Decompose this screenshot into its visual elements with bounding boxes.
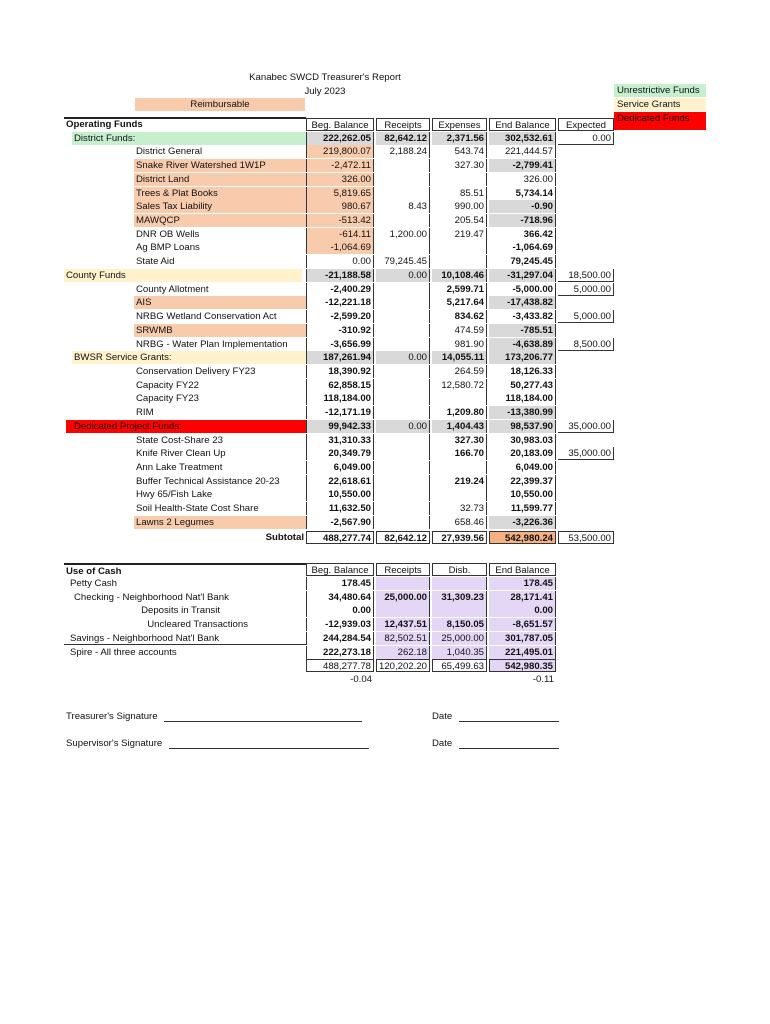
cash-row-receipts: 262.18 [376, 646, 430, 659]
fund-row-beg: 18,390.92 [306, 365, 374, 378]
fund-row-receipts [376, 461, 430, 474]
fund-row-end: 98,537.90 [489, 420, 556, 433]
cash-row-beg: 0.00 [306, 604, 374, 617]
fund-row-expenses: 219.24 [432, 475, 487, 488]
fund-row-expected: 35,000.00 [558, 420, 614, 433]
fund-row-label: State Aid [136, 256, 175, 268]
fund-row-expected: 35,000.00 [558, 447, 614, 460]
treasurer-date-line [459, 710, 559, 722]
fund-row-expected [558, 118, 614, 131]
report-title: Kanabec SWCD Treasurer's Report [249, 72, 401, 83]
fund-row-expected [558, 324, 614, 337]
fund-row-receipts [376, 214, 430, 227]
fund-row-receipts: 82,642.12 [376, 132, 430, 145]
fund-row-expenses: 327.30 [432, 159, 487, 172]
fund-row-receipts [376, 502, 430, 515]
fund-row-beg: 22,618.61 [306, 475, 374, 488]
fund-row-label: District Funds: [72, 132, 310, 145]
fund-row-expenses: 658.46 [432, 516, 487, 529]
cash-row-disbursements: 31,309.23 [432, 591, 487, 604]
fund-row-label: BWSR Service Grants: [72, 351, 310, 364]
fund-row-beg: 99,942.33 [306, 420, 374, 433]
fund-row-end: 18,126.33 [489, 365, 556, 378]
fund-row-expenses: 981.90 [432, 338, 487, 351]
legend-service: Service Grants [614, 98, 706, 111]
fund-row-label: Conservation Delivery FY23 [136, 365, 256, 377]
fund-row-receipts: 8.43 [376, 200, 430, 213]
fund-row-expected [558, 159, 614, 172]
fund-row-end: 22,399.37 [489, 475, 556, 488]
supervisor-signature-line [169, 737, 369, 749]
cash-row-end: 28,171.41 [489, 591, 556, 604]
fund-row-expenses [432, 173, 487, 186]
cash-row-end: 0.00 [489, 604, 556, 617]
fund-row-expenses: 1,209.80 [432, 406, 487, 419]
supervisor-signature [66, 737, 369, 749]
cash-row-end: -8,651.57 [489, 618, 556, 631]
fund-row-end: 20,183.09 [489, 447, 556, 460]
fund-row-beg: -12,171.19 [306, 406, 374, 419]
fund-row-end: -0.90 [489, 200, 556, 213]
subtotal-expected: 53,500.00 [558, 531, 614, 544]
fund-row-expenses: 264.59 [432, 365, 487, 378]
funds-header-end: End Balance [489, 118, 556, 131]
fund-row-expenses: 1,404.43 [432, 420, 487, 433]
fund-row-end: 79,245.45 [489, 255, 556, 268]
fund-row-label: District General [136, 146, 203, 158]
fund-row-receipts [376, 241, 430, 254]
fund-row-label: Ann Lake Treatment [136, 462, 223, 473]
treasurer-signature-line [164, 710, 362, 722]
cash-row-label: Savings - Neighborhood Nat'l Bank [64, 632, 306, 645]
fund-row-expected [558, 200, 614, 213]
fund-row-receipts: 0.00 [376, 269, 430, 282]
fund-row-receipts: 2,188.24 [376, 145, 430, 158]
cash-row-receipts [376, 577, 430, 590]
fund-row-label: State Cost-Share 23 [136, 434, 223, 446]
fund-row-beg [306, 118, 374, 131]
fund-row-expenses: 474.59 [432, 324, 487, 337]
fund-row-expenses: 166.70 [432, 447, 487, 460]
cash-row-end: 178.45 [489, 577, 556, 590]
fund-row-label: County Allotment [136, 283, 209, 295]
fund-row-expenses: 990.00 [432, 200, 487, 213]
funds-header-beg: Beg. Balance [306, 118, 374, 131]
fund-row-label: DNR OB Wells [136, 228, 200, 240]
cash-row-disbursements: 1,040.35 [432, 646, 487, 659]
fund-row-receipts: 79,245.45 [376, 255, 430, 268]
cash-header-disb: Disb. [432, 563, 487, 576]
fund-row-expected [558, 516, 614, 529]
fund-row-beg: 326.00 [306, 173, 374, 186]
fund-row-expected: 0.00 [558, 132, 614, 145]
fund-row-expected [558, 392, 614, 405]
fund-row-label: Hwy 65/Fish Lake [136, 489, 213, 501]
fund-row-expected [558, 241, 614, 254]
fund-row-end: -785.51 [489, 324, 556, 337]
fund-row-label: Ag BMP Loans [136, 242, 200, 254]
fund-row-beg: 980.67 [306, 200, 374, 213]
fund-row-label: District Land [134, 173, 306, 186]
fund-row-expected [558, 296, 614, 309]
fund-row-receipts: 1,200.00 [376, 228, 430, 241]
fund-row-beg: 187,261.94 [306, 351, 374, 364]
subtotal-end: 542,980.24 [489, 531, 556, 544]
fund-row-end: -718.96 [489, 214, 556, 227]
cash-row-receipts: 82,502.51 [376, 632, 430, 645]
fund-row-receipts: 0.00 [376, 351, 430, 364]
fund-row-beg: -3,656.99 [306, 338, 374, 351]
fund-row-beg: -2,472.11 [306, 159, 374, 172]
fund-row-expected [558, 351, 614, 364]
fund-row-label: RIM [136, 407, 154, 419]
cash-row-beg: -12,939.03 [306, 618, 374, 631]
fund-row-expected [558, 145, 614, 158]
subtotal-receipts: 82,642.12 [376, 531, 430, 544]
fund-row-beg: 31,310.33 [306, 434, 374, 447]
fund-row-expenses: 10,108.46 [432, 269, 487, 282]
fund-row-beg: -513.42 [306, 214, 374, 227]
fund-row-beg: 222,262.05 [306, 132, 374, 145]
fund-row-receipts [376, 488, 430, 501]
fund-row-beg: 62,858.15 [306, 379, 374, 392]
fund-row-beg: -1,064.69 [306, 241, 374, 254]
fund-row-end: 6,049.00 [489, 461, 556, 474]
fund-row-receipts [376, 516, 430, 529]
operating-funds-rule [64, 117, 306, 119]
supervisor-date-line [459, 737, 559, 749]
fund-row-expenses [432, 488, 487, 501]
fund-row-expected [558, 434, 614, 447]
funds-header-exp: Expenses [432, 118, 487, 131]
fund-row-label: Operating Funds [66, 119, 143, 130]
fund-row-label: AIS [134, 296, 306, 309]
fund-row-receipts [376, 283, 430, 296]
fund-row-expected [558, 214, 614, 227]
fund-row-receipts [376, 338, 430, 351]
fund-row-end: 173,206.77 [489, 351, 556, 364]
cash-row-disbursements: 25,000.00 [432, 632, 487, 645]
cash-row-beg: 34,480.64 [306, 591, 374, 604]
fund-row-receipts [376, 365, 430, 378]
fund-row-label: Lawns 2 Legumes [134, 516, 306, 529]
fund-row-expenses [432, 392, 487, 405]
fund-row-label: County Funds [64, 269, 302, 282]
fund-row-label: Soil Health-State Cost Share [136, 503, 259, 515]
fund-row-end: 50,277.43 [489, 379, 556, 392]
fund-row-beg: 20,349.79 [306, 447, 374, 460]
fund-row-label: Knife River Clean Up [136, 448, 226, 460]
cash-row-label: Uncleared Transactions [147, 619, 248, 631]
fund-row-expenses: 2,599.71 [432, 283, 487, 296]
fund-row-end: 5,734.14 [489, 187, 556, 200]
cash-row-beg: 222,273.18 [306, 646, 374, 659]
fund-row-expected [558, 502, 614, 515]
fund-row-beg: -2,599.20 [306, 310, 374, 323]
cash-diff-beg: -0.04 [350, 674, 372, 686]
fund-row-end: -3,433.82 [489, 310, 556, 323]
cash-row-receipts: 12,437.51 [376, 618, 430, 631]
fund-row-end: 366.42 [489, 228, 556, 241]
cash-row-beg: 244,284.54 [306, 632, 374, 645]
fund-row-beg: 5,819.65 [306, 187, 374, 200]
fund-row-end: -13,380.99 [489, 406, 556, 419]
subtotal-label: Subtotal [265, 531, 304, 543]
fund-row-label: Dedicated Project Funds: [66, 420, 307, 433]
fund-row-receipts [376, 392, 430, 405]
fund-row-expected [558, 228, 614, 241]
fund-row-expected: 18,500.00 [558, 269, 614, 282]
cash-row-beg: 178.45 [306, 577, 374, 590]
fund-row-expenses [432, 255, 487, 268]
fund-row-beg: -2,400.29 [306, 283, 374, 296]
cash-row-disbursements: 8,150.05 [432, 618, 487, 631]
funds-header-expct: Expected [558, 118, 614, 131]
fund-row-end: -1,064.69 [489, 241, 556, 254]
fund-row-beg: 10,550.00 [306, 488, 374, 501]
fund-row-end: 118,184.00 [489, 392, 556, 405]
fund-row-end: -3,226.36 [489, 516, 556, 529]
fund-row-end: -2,799.41 [489, 159, 556, 172]
treasurer-signature [66, 710, 362, 722]
fund-row-expected [558, 255, 614, 268]
fund-row-end [489, 118, 556, 131]
cash-header-beg: Beg. Balance [306, 563, 374, 576]
cash-row-label: Spire - All three accounts [70, 646, 177, 658]
fund-row-expected [558, 475, 614, 488]
legend-dedicated: Dedicated Funds [614, 112, 706, 130]
fund-row-expenses: 327.30 [432, 434, 487, 447]
fund-row-label: Snake River Watershed 1W1P [134, 159, 306, 172]
treasurer-date-label: Date [432, 711, 453, 722]
fund-row-expenses [432, 241, 487, 254]
supervisor-signature-label: Supervisor's Signature [66, 738, 163, 749]
cash-header-end: End Balance [489, 563, 556, 576]
cash-total-disbursements: 65,499.63 [432, 659, 487, 672]
fund-row-expenses: 32.73 [432, 502, 487, 515]
fund-row-receipts [376, 187, 430, 200]
fund-row-end: -5,000.00 [489, 283, 556, 296]
fund-row-expenses: 543.74 [432, 145, 487, 158]
fund-row-end: 10,550.00 [489, 488, 556, 501]
cash-total-beg: 488,277.78 [306, 659, 374, 672]
report-month: July 2023 [304, 86, 346, 97]
fund-row-receipts [376, 159, 430, 172]
fund-row-beg: 219,800.07 [306, 145, 374, 158]
fund-row-expenses: 12,580.72 [432, 379, 487, 392]
fund-row-receipts [376, 173, 430, 186]
cash-row-disbursements [432, 577, 487, 590]
fund-row-label: MAWQCP [134, 214, 306, 227]
fund-row-expected [558, 461, 614, 474]
fund-row-end: -17,438.82 [489, 296, 556, 309]
fund-row-expenses: 219.47 [432, 228, 487, 241]
fund-row-receipts [376, 447, 430, 460]
fund-row-label: NRBG - Water Plan Implementation [136, 338, 288, 350]
cash-row-label: Deposits in Transit [141, 605, 220, 617]
fund-row-end: -31,297.04 [489, 269, 556, 282]
cash-header-rec: Receipts [376, 563, 430, 576]
cash-table-title: Use of Cash [64, 563, 306, 576]
fund-row-expenses: 834.62 [432, 310, 487, 323]
cash-row-disbursements [432, 604, 487, 617]
cash-row-receipts: 25,000.00 [376, 591, 430, 604]
fund-row-expenses: 2,371.56 [432, 132, 487, 145]
fund-row-expenses: 5,217.64 [432, 296, 487, 309]
fund-row-beg: 0.00 [306, 255, 374, 268]
fund-row-expected [558, 406, 614, 419]
subtotal-beg: 488,277.74 [306, 531, 374, 544]
fund-row-expected [558, 173, 614, 186]
fund-row-beg: -12,221.18 [306, 296, 374, 309]
fund-row-end: 302,532.61 [489, 132, 556, 145]
fund-row-receipts [376, 406, 430, 419]
fund-row-expenses [432, 461, 487, 474]
fund-row-label: Capacity FY22 [136, 379, 199, 391]
cash-row-label: Checking - Neighborhood Nat'l Bank [74, 591, 229, 603]
fund-row-expected: 5,000.00 [558, 283, 614, 296]
treasurer-signature-label: Treasurer's Signature [66, 711, 158, 722]
cash-total-end: 542,980.35 [489, 659, 556, 672]
fund-row-label: Buffer Technical Assistance 20-23 [136, 475, 280, 487]
fund-row-expenses: 85.51 [432, 187, 487, 200]
supervisor-date [432, 737, 559, 749]
cash-row-end: 301,787.05 [489, 632, 556, 645]
fund-row-receipts [376, 475, 430, 488]
fund-row-receipts [376, 434, 430, 447]
fund-row-label: NRBG Wetland Conservation Act [136, 311, 277, 323]
fund-row-receipts [376, 296, 430, 309]
fund-row-end: -4,638.89 [489, 338, 556, 351]
treasurer-date [432, 710, 559, 722]
legend-unrestrictive: Unrestrictive Funds [614, 84, 706, 97]
fund-row-expected [558, 365, 614, 378]
funds-header-rec: Receipts [376, 118, 430, 131]
cash-total-receipts: 120,202.20 [376, 659, 430, 672]
fund-row-receipts [376, 310, 430, 323]
fund-row-beg: -614.11 [306, 228, 374, 241]
supervisor-date-label: Date [432, 738, 453, 749]
fund-row-expected [558, 187, 614, 200]
fund-row-expected: 5,000.00 [558, 310, 614, 323]
cash-row-label: Petty Cash [70, 578, 117, 589]
fund-row-expected [558, 488, 614, 501]
fund-row-beg: 11,632.50 [306, 502, 374, 515]
fund-row-label: Sales Tax Liability [134, 200, 306, 213]
fund-row-receipts [376, 324, 430, 337]
fund-row-label: Capacity FY23 [136, 393, 199, 405]
fund-row-end: 11,599.77 [489, 502, 556, 515]
fund-row-expenses [432, 118, 487, 131]
fund-row-beg: 118,184.00 [306, 392, 374, 405]
fund-row-end: 326.00 [489, 173, 556, 186]
fund-row-label: Trees & Plat Books [134, 187, 306, 200]
fund-row-beg: -2,567.90 [306, 516, 374, 529]
cash-row-receipts [376, 604, 430, 617]
fund-row-receipts [376, 379, 430, 392]
fund-row-expenses: 14,055.11 [432, 351, 487, 364]
fund-row-beg: 6,049.00 [306, 461, 374, 474]
fund-row-beg: -21,188.58 [306, 269, 374, 282]
fund-row-receipts: 0.00 [376, 420, 430, 433]
subtotal-expenses: 27,939.56 [432, 531, 487, 544]
cash-row-end: 221,495.01 [489, 646, 556, 659]
reimbursable-label: Reimbursable [135, 98, 305, 111]
fund-row-end: 30,983.03 [489, 434, 556, 447]
fund-row-end: 221,444.57 [489, 145, 556, 158]
fund-row-receipts [376, 118, 430, 131]
fund-row-expected: 8,500.00 [558, 338, 614, 351]
cash-diff-end: -0.11 [532, 674, 554, 686]
fund-row-label: SRWMB [134, 324, 306, 337]
fund-row-expenses: 205.54 [432, 214, 487, 227]
fund-row-beg: -310.92 [306, 324, 374, 337]
fund-row-expected [558, 379, 614, 392]
